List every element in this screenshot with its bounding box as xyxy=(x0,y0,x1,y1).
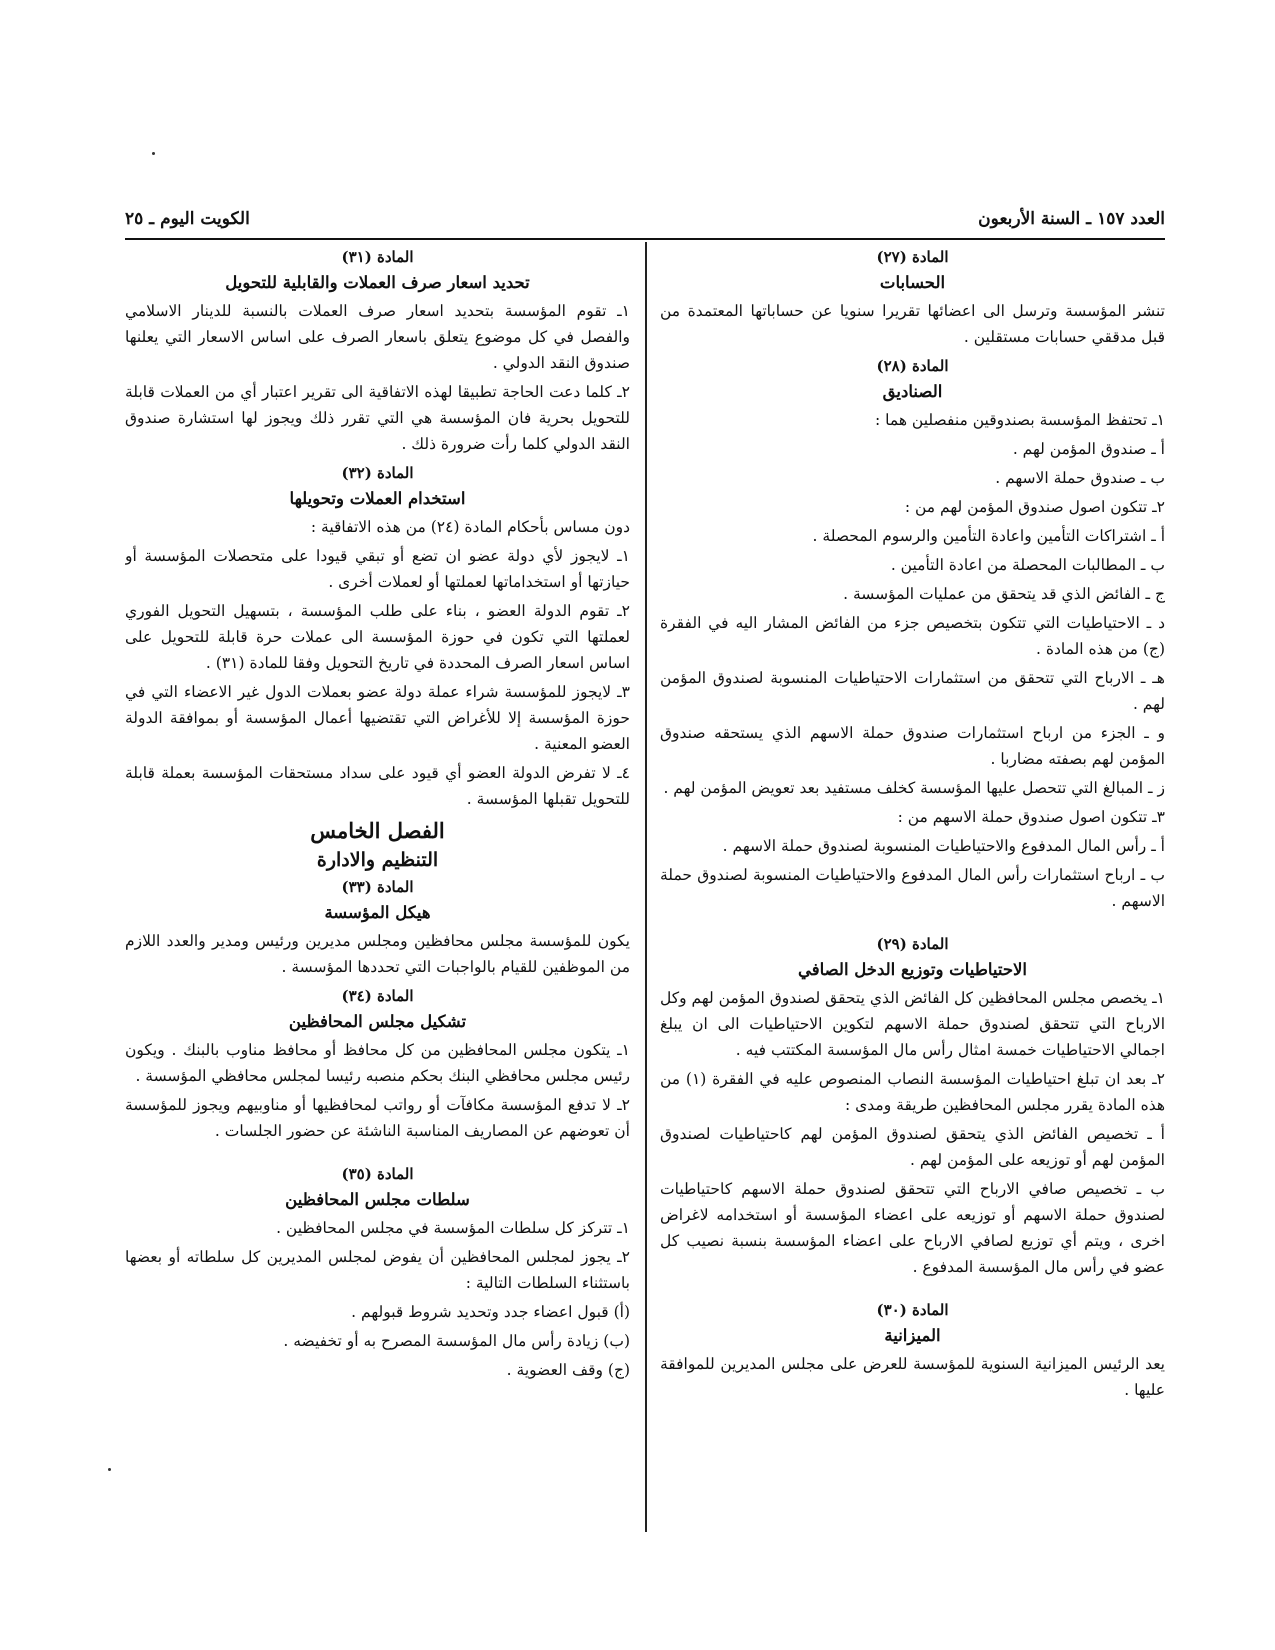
article-34-title: تشكيل مجلس المحافظين xyxy=(288,1012,467,1031)
article-31-para: ٢ـ كلما دعت الحاجة تطبيقا لهذه الاتفاقية الى تقرير اعتبار أي من العملات قابلة للتحويل بحرية فان المؤسسة هي التي تقرر ذلك ويجوز لها استشارة صندوق النقد الدولي كلما رأت ضرورة ذلك . xyxy=(125,383,630,453)
article-32-title: استخدام العملات وتحويلها xyxy=(289,489,466,508)
article-32-number: المادة (٣٢) xyxy=(341,464,414,482)
article-28-para: ١ـ تحتفظ المؤسسة بصندوقين منفصلين هما : xyxy=(875,411,1165,429)
article-32-para: ٤ـ لا تفرض الدولة العضو أي قيود على سداد مستحقات المؤسسة بعملة قابلة للتحويل تقبلها المؤسسة . xyxy=(125,764,630,808)
article-29-para: ٢ـ بعد ان تبلغ احتياطيات المؤسسة النصاب المنصوص عليه في الفقرة (١) من هذه المادة يقرر مجلس المحافظين طريقة ومدى : xyxy=(660,1070,1165,1114)
article-35-para: (أ) قبول اعضاء جدد وتحديد شروط قبولهم . xyxy=(351,1303,630,1321)
article-27-text: تنشر المؤسسة وترسل الى اعضائها تقريرا سنويا عن حساباتها المعتمدة من قبل مدققي حسابات مستقلين . xyxy=(660,302,1165,346)
article-34-number: المادة (٣٤) xyxy=(341,987,414,1005)
article-29-title: الاحتياطيات وتوزيع الدخل الصافي xyxy=(797,960,1028,979)
article-28-para: ب ـ صندوق حملة الاسهم . xyxy=(995,469,1165,487)
article-35-para: ٢ـ يجوز لمجلس المحافظين أن يفوض لمجلس المديرين كل سلطاته أو بعضها باستثناء السلطات التالية : xyxy=(125,1248,630,1292)
article-28-para: د ـ الاحتياطيات التي تتكون بتخصيص جزء من الفائض المشار اليه في الفقرة (ج) من هذه المادة . xyxy=(660,614,1165,658)
article-32-para: دون مساس بأحكام المادة (٢٤) من هذه الاتفاقية : xyxy=(310,518,630,536)
article-33-text: يكون للمؤسسة مجلس محافظين ومجلس مديرين ورئيس ومدير والعدد اللازم من الموظفين للقيام بالواجبات التي تحددها المؤسسة . xyxy=(125,932,630,976)
article-28-para: ٣ـ تتكون اصول صندوق حملة الاسهم من : xyxy=(897,808,1165,826)
article-29-para: ١ـ يخصص مجلس المحافظين كل الفائض الذي يتحقق لصندوق المؤمن لهم وكل الارباح التي تتحقق لصندوق حملة الاسهم لتكوين الاحتياطيات الى ان يبلغ اجمالي الاحتياطيات خمسة امثال رأس مال المؤسسة المكتتب فيه . xyxy=(660,989,1165,1059)
article-28-para: أ ـ رأس المال المدفوع والاحتياطيات المنسوبة لصندوق حملة الاسهم . xyxy=(722,837,1165,855)
article-28-number: المادة (٢٨) xyxy=(876,357,949,375)
article-27-title: الحسابات xyxy=(879,273,946,292)
article-31-title: تحديد اسعار صرف العملات والقابلية للتحويل xyxy=(225,273,530,292)
article-32-para: ٣ـ لايجوز للمؤسسة شراء عملة دولة عضو بعملات الدول غير الاعضاء التي في حوزة المؤسسة إلا للأغراض التي تقتضيها أعمال المؤسسة أو بموافقة الدولة العضو المعنية . xyxy=(125,683,630,753)
article-30-title: الميزانية xyxy=(884,1326,941,1345)
article-28-para: ٢ـ تتكون اصول صندوق المؤمن لهم من : xyxy=(904,498,1165,516)
article-32-para: ٢ـ تقوم الدولة العضو ، بناء على طلب المؤسسة ، بتسهيل التحويل الفوري لعملتها التي تكون في حوزة المؤسسة الى عملات حرة قابلة للتحويل على اساس اسعار الصرف المحددة في تاريخ التحويل وفقا للمادة (٣١) . xyxy=(125,602,630,672)
chapter-title: الفصل الخامس xyxy=(310,818,445,843)
article-30-text: يعد الرئيس الميزانية السنوية للمؤسسة للعرض على مجلس المديرين للموافقة عليها . xyxy=(660,1355,1165,1399)
issue-label: العدد ١٥٧ ـ السنة الأربعون xyxy=(978,209,1165,229)
article-28-para: هـ ـ الارباح التي تتحقق من استثمارات الاحتياطيات المنسوبة لصندوق المؤمن لهم . xyxy=(660,669,1165,713)
right-column xyxy=(660,244,1165,1544)
article-27-number: المادة (٢٧) xyxy=(876,248,949,266)
article-28-para: ز ـ المبالغ التي تتحصل عليها المؤسسة كخلف مستفيد بعد تعويض المؤمن لهم . xyxy=(663,779,1165,797)
article-33-number: المادة (٣٣) xyxy=(341,878,414,896)
header-rule xyxy=(125,238,1165,240)
article-28-para: ج ـ الفائض الذي قد يتحقق من عمليات المؤسسة . xyxy=(843,585,1165,603)
article-34-para: ٢ـ لا تدفع المؤسسة مكافآت أو رواتب لمحافظيها أو مناوبيهم ويجوز للمؤسسة أن تعوضهم عن المصاريف المناسبة الناشئة عن حضور الجلسات . xyxy=(125,1096,630,1140)
article-31-number: المادة (٣١) xyxy=(341,248,414,266)
column-divider xyxy=(645,242,647,1532)
article-34-para: ١ـ يتكون مجلس المحافظين من كل محافظ أو محافظ مناوب بالبنك . ويكون رئيس مجلس محافظي البنك بحكم منصبه رئيسا لمجلس محافظي المؤسسة . xyxy=(125,1041,630,1085)
article-35-title: سلطات مجلس المحافظين xyxy=(285,1190,470,1209)
article-30-number: المادة (٣٠) xyxy=(876,1301,949,1319)
article-35-para: (ب) زيادة رأس مال المؤسسة المصرح به أو تخفيضه . xyxy=(283,1332,630,1350)
scan-speck xyxy=(152,152,155,155)
article-28-para: أ ـ اشتراكات التأمين واعادة التأمين والرسوم المحصلة . xyxy=(812,527,1165,545)
article-28-title: الصناديق xyxy=(882,382,943,401)
article-35-para: ١ـ تتركز كل سلطات المؤسسة في مجلس المحافظين . xyxy=(276,1219,630,1237)
article-29-number: المادة (٢٩) xyxy=(876,935,949,953)
publication-label: الكويت اليوم ـ ٢٥ xyxy=(125,209,250,229)
page-header xyxy=(125,205,1165,235)
article-32-para: ١ـ لايجوز لأي دولة عضو ان تضع أو تبقي قيودا على متحصلات المؤسسة أو حيازتها أو استخداماتها لعملتها أو لعملات أخرى . xyxy=(125,547,630,591)
article-29-para: أ ـ تخصيص الفائض الذي يتحقق لصندوق المؤمن لهم كاحتياطيات لصندوق المؤمن لهم أو توزيعه على المؤمن لهم . xyxy=(660,1125,1165,1169)
scan-speck xyxy=(108,1468,111,1471)
article-31-para: ١ـ تقوم المؤسسة بتحديد اسعار صرف العملات بالنسبة للدينار الاسلامي والفصل في كل موضوع يتعلق باسعار الصرف على اساس الاسعار التي يعلنها صندوق النقد الدولي . xyxy=(125,302,630,372)
article-28-para: ب ـ ارباح استثمارات رأس المال المدفوع والاحتياطيات المنسوبة لصندوق حملة الاسهم . xyxy=(660,866,1165,910)
article-35-number: المادة (٣٥) xyxy=(341,1165,414,1183)
article-28-para: و ـ الجزء من ارباح استثمارات صندوق حملة الاسهم الذي يستحقه صندوق المؤمن لهم بصفته مضاربا . xyxy=(660,724,1165,768)
article-28-para: ب ـ المطالبات المحصلة من اعادة التأمين . xyxy=(890,556,1165,574)
chapter-subtitle: التنظيم والادارة xyxy=(316,849,439,871)
article-29-para: ب ـ تخصيص صافي الارباح التي تتحقق لصندوق حملة الاسهم كاحتياطيات لصندوق حملة الاسهم أو توزيعه على اعضاء المؤسسة أو استخدامه لاغراض اخرى ، ويتم أي توزيع لصافي الارباح على اعضاء المؤسسة بنسبة نصيب كل عضو في رأس مال المؤسسة المدفوع . xyxy=(660,1180,1165,1276)
left-column xyxy=(125,244,630,1544)
article-28-para: أ ـ صندوق المؤمن لهم . xyxy=(1012,440,1165,458)
article-35-para: (ج) وقف العضوية . xyxy=(506,1361,630,1379)
article-33-title: هيكل المؤسسة xyxy=(324,903,431,922)
